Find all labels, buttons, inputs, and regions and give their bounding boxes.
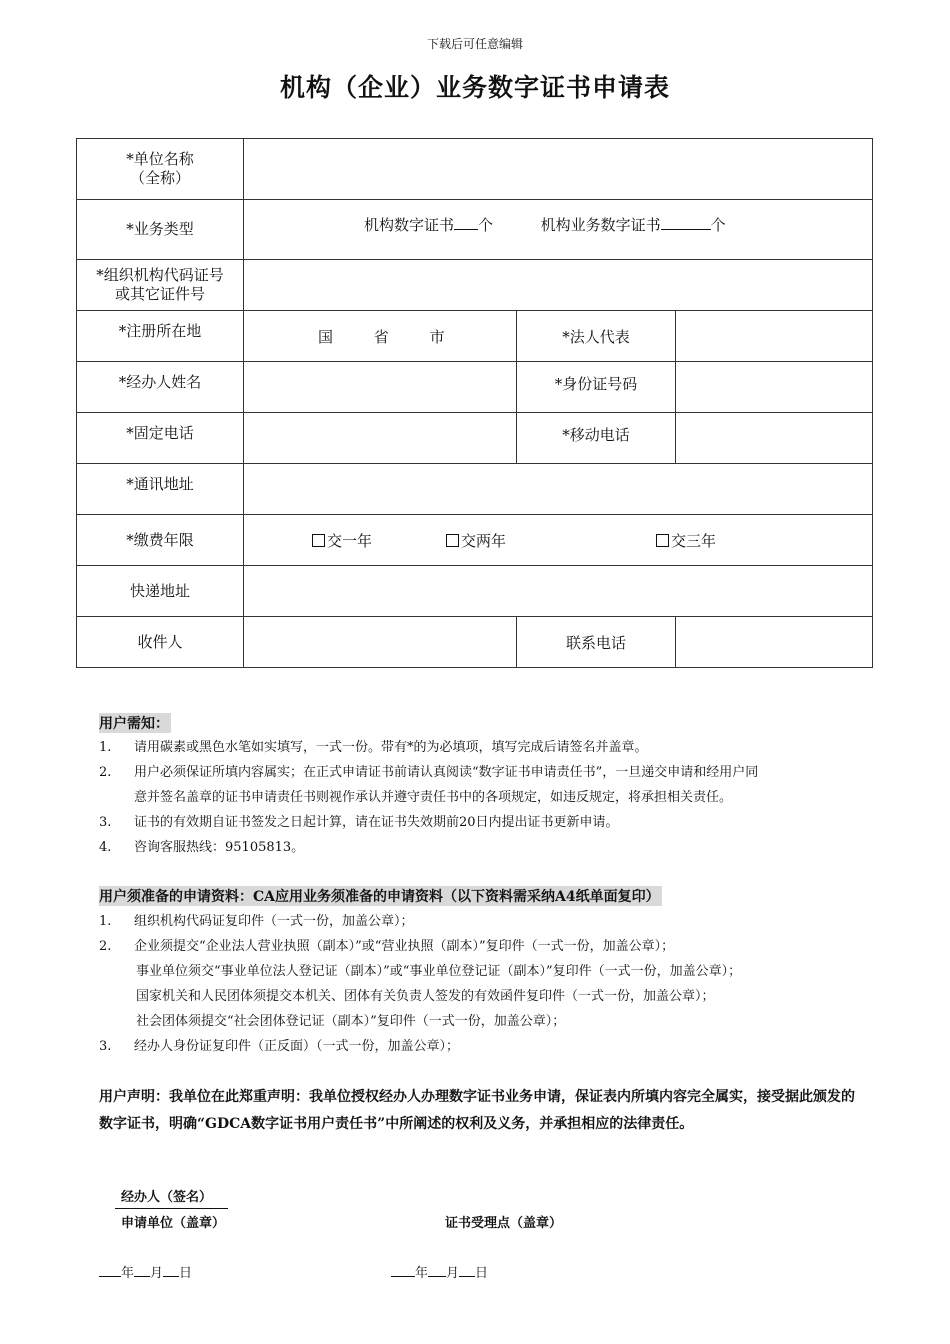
checkbox-icon[interactable] (312, 534, 325, 547)
list-item: 3. 证书的有效期自证书签发之日起计算，请在证书失效期前20日内提出证书更新申请。 (99, 815, 619, 830)
list-item: 2. 企业须提交“企业法人营业执照（副本）”或“营业执照（副本）”复印件（一式一份，加盖公章）； (99, 939, 675, 954)
list-sub-item: 国家机关和人民团体须提交本机关、团体有关负责人签发的有效函件复印件（一式一份，加盖公章）； (136, 989, 715, 1004)
org-code-label-line1: *组织机构代码证号 (96, 266, 224, 284)
unit-name-label (77, 139, 244, 200)
checkbox-icon[interactable] (446, 534, 459, 547)
phone-label: *固定电话 (77, 413, 244, 464)
materials-heading-wrap (99, 886, 662, 906)
acceptance-date[interactable]: 年 月 日 (391, 1262, 488, 1281)
org-code-field[interactable] (244, 260, 873, 311)
checkbox-icon[interactable] (656, 534, 669, 547)
id-number-label: *身份证号码 (517, 362, 676, 413)
contact-phone-field[interactable] (676, 617, 873, 668)
loc-country: 国 (318, 327, 334, 346)
business-type-opt1: 机构数字证书 个 (364, 216, 494, 234)
org-code-label (77, 260, 244, 311)
express-address-label: 快递地址 (77, 566, 244, 617)
loc-city: 市 (429, 327, 445, 346)
unit-name-label-line1: *单位名称 (126, 150, 194, 168)
notice-heading: 用户需知： (99, 713, 171, 733)
legal-rep-label: *法人代表 (517, 311, 676, 362)
list-item: 3. 经办人身份证复印件（正反面）（一式一份，加盖公章）； (99, 1039, 460, 1054)
agent-signature-label: 经办人（签名） (121, 1190, 213, 1205)
unit-name-label-line2: （全称） (129, 169, 190, 187)
user-declaration: 用户声明：我单位在此郑重声明：我单位授权经办人办理数字证书业务申请，保证表内所填内容完全属实，接受据此颁发的数字证书，明确“GDCA数字证书用户责任书”中所阐述的权利及义务，并承担相应的法律责任。 (99, 1089, 855, 1132)
application-form-table (76, 138, 873, 668)
express-address-field[interactable] (244, 566, 873, 617)
legal-rep-field[interactable] (676, 311, 873, 362)
recipient-label: 收件人 (77, 617, 244, 668)
business-type-label: *业务类型 (77, 200, 244, 260)
acceptance-point-stamp-label: 证书受理点（盖章） (445, 1216, 563, 1231)
list-item: 1. 请用碳素或黑色水笔如实填写，一式一份。带有*的为必填项，填写完成后请签名并盖章。 (99, 740, 648, 755)
applicant-unit-stamp-label: 申请单位（盖章） (121, 1216, 226, 1231)
reg-location-label: *注册所在地 (77, 311, 244, 362)
fee-period-field (244, 515, 873, 566)
id-number-field[interactable] (676, 362, 873, 413)
mobile-label: *移动电话 (517, 413, 676, 464)
list-item: 1. 组织机构代码证复印件（一式一份，加盖公章）； (99, 914, 414, 929)
list-sub-item: 事业单位须交“事业单位法人登记证（副本）”或“事业单位登记证（副本）”复印件（一式一份，加盖公章）； (136, 964, 742, 979)
signature-divider (115, 1208, 228, 1209)
fee-option-two-years[interactable]: 交两年 (446, 530, 506, 551)
phone-field[interactable] (244, 413, 517, 464)
notice-heading-wrap (99, 713, 171, 733)
list-item: 2. 用户必须保证所填内容属实；在正式申请证书前请认真阅读“数字证书申请责任书”，一旦递交申请和经用户同 (99, 765, 759, 780)
org-code-label-line2: 或其它证件号 (114, 285, 205, 303)
reg-location-field[interactable] (244, 311, 517, 362)
list-item: 4. 咨询客服热线：95105813。 (99, 840, 305, 855)
list-item-continued: 意并签名盖章的证书申请责任书则视作承认并遵守责任书中的各项规定，如违反规定，将承担相关责任。 (134, 790, 733, 805)
unit-name-field[interactable] (244, 139, 873, 200)
business-type-opt2: 机构业务数字证书 个 (540, 216, 726, 234)
materials-heading: 用户须准备的申请资料：CA应用业务须准备的申请资料（以下资料需采纳A4纸单面复印） (99, 886, 662, 906)
agent-name-field[interactable] (244, 362, 517, 413)
agent-name-label: *经办人姓名 (77, 362, 244, 413)
list-sub-item: 社会团体须提交“社会团体登记证（副本）”复印件（一式一份，加盖公章）； (136, 1014, 566, 1029)
address-field[interactable] (244, 464, 873, 515)
fee-option-three-years[interactable]: 交三年 (656, 530, 716, 551)
mobile-field[interactable] (676, 413, 873, 464)
applicant-date[interactable]: 年 月 日 (99, 1262, 192, 1281)
recipient-field[interactable] (244, 617, 517, 668)
fee-period-label: *缴费年限 (77, 515, 244, 566)
page-title: 机构（企业）业务数字证书申请表 (279, 73, 670, 102)
loc-province: 省 (373, 327, 389, 346)
header-note: 下载后可任意编辑 (426, 37, 523, 51)
fee-option-one-year[interactable]: 交一年 (312, 530, 372, 551)
materials-list (99, 909, 859, 1059)
address-label: *通讯地址 (77, 464, 244, 515)
contact-phone-label: 联系电话 (517, 617, 676, 668)
business-type-field[interactable] (244, 200, 873, 260)
notice-list (99, 735, 859, 860)
